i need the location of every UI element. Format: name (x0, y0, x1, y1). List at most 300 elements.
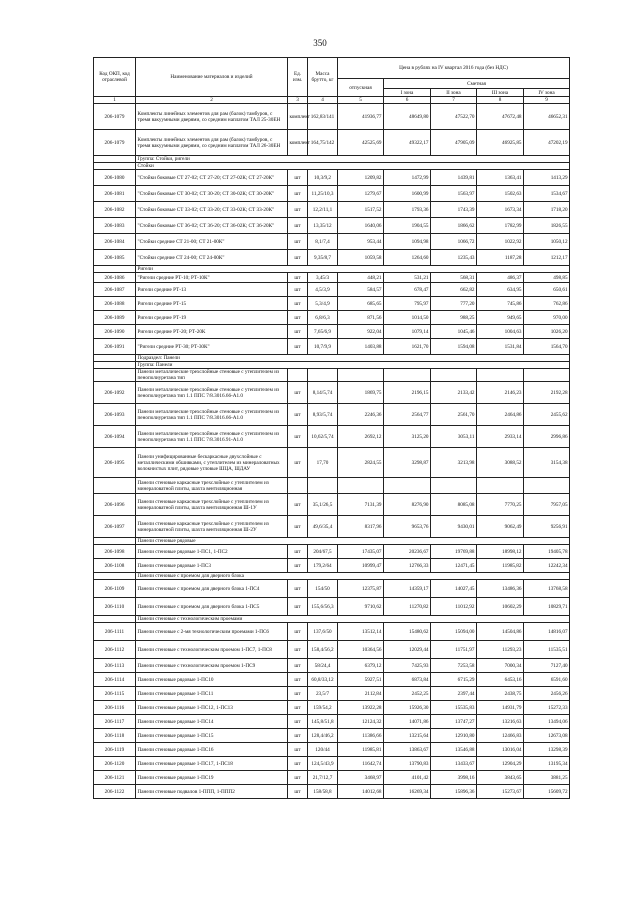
price-zone-4: 7127,40 (524, 659, 570, 673)
item-mass: 10,62/5,74 (308, 426, 338, 448)
table-row (94, 757, 570, 771)
price-zone-2: 12471,45 (431, 559, 477, 573)
price-zone-4: 12242,34 (524, 559, 570, 573)
price-zone-4: 9256,91 (524, 516, 570, 538)
price-zone-2: 19769,88 (431, 545, 477, 559)
item-mass: 58/24,4 (308, 659, 338, 673)
price-current: 448,21 (338, 273, 384, 283)
price-zone-3: 1782,99 (477, 218, 524, 234)
price-current: 871,56 (338, 311, 384, 325)
item-unit: шт (288, 757, 308, 771)
item-code: 206-1117 (94, 715, 136, 729)
item-code: 206-1122 (94, 785, 136, 799)
item-unit: шт (288, 218, 308, 234)
table-row (94, 743, 570, 757)
price-zone-3: 46925,85 (477, 130, 524, 156)
table-row (94, 516, 570, 538)
item-name: Панели стеновые рядовые 1-ПС3 (136, 559, 288, 573)
item-code: 206-1080 (94, 170, 136, 186)
item-name: Ригели средние РТ-20; РТ-20К (136, 325, 288, 339)
table-row (94, 623, 570, 641)
price-zone-2: 2397,44 (431, 687, 477, 701)
item-name: "Стойки средние СТ 21-00; СТ 21-00К" (136, 234, 288, 250)
price-current: 11985,81 (338, 743, 384, 757)
price-zone-1: 15926,30 (384, 701, 431, 715)
item-mass: 8,14/5,74 (308, 382, 338, 404)
price-zone-4: 13768,58 (524, 580, 570, 598)
item-unit: шт (288, 673, 308, 687)
item-unit: шт (288, 494, 308, 516)
col-number: 3 (288, 97, 308, 104)
price-zone-4: 11535,51 (524, 641, 570, 659)
price-zone-1: 1904,55 (384, 218, 431, 234)
price-zone-4: 19405,78 (524, 545, 570, 559)
table-row (94, 104, 570, 130)
item-mass: 10,3/9,2 (308, 170, 338, 186)
price-zone-2: 662,82 (431, 283, 477, 297)
item-unit: шт (288, 598, 308, 616)
table-row (94, 426, 570, 448)
price-zone-1: 8276,90 (384, 494, 431, 516)
item-name: Комплекты линейных элементов для рам (балок) тамбуров, с тремя вакуумными дверями, со средним наплатом ТАЛ 26-30ЕН (136, 130, 288, 156)
item-mass: 7,65/6,9 (308, 325, 338, 339)
item-name: Панели стеновые с технологическим проемом 1-ПС7, 1-ПС8 (136, 641, 288, 659)
price-zone-3: 1673,34 (477, 202, 524, 218)
price-zone-4: 47202,19 (524, 130, 570, 156)
table-row (94, 715, 570, 729)
price-current: 12375,87 (338, 580, 384, 598)
section-row (94, 573, 570, 580)
item-unit: шт (288, 186, 308, 202)
section-row (94, 538, 570, 545)
item-code: 206-1085 (94, 250, 136, 266)
price-zone-1: 20236,67 (384, 545, 431, 559)
section-spacer (94, 362, 136, 369)
price-zone-1: 14359,17 (384, 580, 431, 598)
item-code: 206-1093 (94, 404, 136, 426)
item-mass: 154/50 (308, 580, 338, 598)
col-number: 7 (431, 97, 477, 104)
item-unit: шт (288, 641, 308, 659)
item-unit: шт (288, 448, 308, 478)
item-unit: шт (288, 170, 308, 186)
price-zone-2: 1594,08 (431, 339, 477, 355)
col-number: 5 (338, 97, 384, 104)
price-current (338, 478, 384, 494)
item-name: Панели стеновые каркасные трехслойные с утеплителем из минераловатной плиты, шахта вентиляционная (136, 478, 288, 494)
table-row (94, 559, 570, 573)
price-zone-1: 49322,17 (384, 130, 431, 156)
price-zone-3: 9062,49 (477, 516, 524, 538)
item-mass: 179,2/64 (308, 559, 338, 573)
price-zone-4: 13195,34 (524, 757, 570, 771)
table-row (94, 218, 570, 234)
price-zone-3: 6453,16 (477, 673, 524, 687)
item-code: 206-1110 (94, 598, 136, 616)
item-unit: шт (288, 545, 308, 559)
table-row (94, 687, 570, 701)
item-unit: комплект (288, 130, 308, 156)
item-code: 206-1090 (94, 325, 136, 339)
item-name: Панели стеновые с проемом для дверного блока 1-ПС5 (136, 598, 288, 616)
price-zone-4: 10829,71 (524, 598, 570, 616)
price-zone-2: 13747,27 (431, 715, 477, 729)
header-name: Наименование материалов и изделий (136, 58, 288, 97)
item-mass: 137,6/50 (308, 623, 338, 641)
item-code: 206-1079 (94, 104, 136, 130)
item-name: Панели стеновые рядовые 1-ПС19 (136, 771, 288, 785)
price-zone-1: 2196,15 (384, 382, 431, 404)
price-zone-4: 46652,31 (524, 104, 570, 130)
price-zone-1: 678,47 (384, 283, 431, 297)
price-zone-2: 15094,00 (431, 623, 477, 641)
item-code: 206-1086 (94, 273, 136, 283)
price-zone-4: 970,00 (524, 311, 570, 325)
price-zone-3: 1187,28 (477, 250, 524, 266)
item-name: Панели металлические трехслойные стеновые с утеплителем из пенополиуретана тип 1.1 ППС 7/8.3016.66-А1.0 (136, 382, 288, 404)
header-mass: Масса брутто, кг (308, 58, 338, 97)
price-zone-1: 11270,82 (384, 598, 431, 616)
item-mass (308, 478, 338, 494)
item-mass: 204/67,5 (308, 545, 338, 559)
price-zone-1: 6873,84 (384, 673, 431, 687)
item-name: "Ригели средние РТ-10; РТ-10К" (136, 273, 288, 283)
item-unit (288, 369, 308, 382)
item-code: 206-1116 (94, 701, 136, 715)
price-zone-3: 1531,84 (477, 339, 524, 355)
price-current: 2246,36 (338, 404, 384, 426)
col-number: 8 (477, 97, 524, 104)
table-row (94, 673, 570, 687)
price-zone-2: 12910,80 (431, 729, 477, 743)
item-unit: шт (288, 426, 308, 448)
section-spacer (94, 573, 136, 580)
price-zone-3: 634,95 (477, 283, 524, 297)
section-title: Панели стеновые с проемом для дверного блока (136, 573, 570, 580)
col-number: 6 (384, 97, 431, 104)
item-mass: 12,2/11,1 (308, 202, 338, 218)
item-unit: шт (288, 559, 308, 573)
price-zone-2: 1045,46 (431, 325, 477, 339)
item-code: 206-1087 (94, 283, 136, 297)
item-code: 206-1092 (94, 382, 136, 404)
item-mass: 159/54,2 (308, 701, 338, 715)
table-row (94, 598, 570, 616)
item-mass: 3,45/3 (308, 273, 338, 283)
price-zone-2: 15896,36 (431, 785, 477, 799)
table-row (94, 273, 570, 283)
item-name: Панели стеновые с проемом для дверного блока 1-ПС4 (136, 580, 288, 598)
price-zone-1: 1621,70 (384, 339, 431, 355)
item-mass: 35,1/26,5 (308, 494, 338, 516)
item-unit: шт (288, 250, 308, 266)
price-current: 2692,12 (338, 426, 384, 448)
price-zone-3: 12466,83 (477, 729, 524, 743)
price-zone-4: 14816,07 (524, 623, 570, 641)
price-zone-4: 12673,08 (524, 729, 570, 743)
price-zone-1: 12766,33 (384, 559, 431, 573)
item-mass: 164,75/142 (308, 130, 338, 156)
item-name: Панели металлические трехслойные стеновые с утеплителем из пенополиуретана тип 1.1 ППС 7/8.3016.91-А1.0 (136, 426, 288, 448)
price-zone-3: 1363,41 (477, 170, 524, 186)
table-row (94, 202, 570, 218)
price-current: 2112,84 (338, 687, 384, 701)
section-row (94, 163, 570, 170)
price-zone-3: 15273,67 (477, 785, 524, 799)
section-spacer (94, 616, 136, 623)
price-zone-1 (384, 369, 431, 382)
price-current: 922,04 (338, 325, 384, 339)
table-row (94, 250, 570, 266)
price-current: 13922,28 (338, 701, 384, 715)
price-zone-2: 1563,97 (431, 186, 477, 202)
item-code (94, 478, 136, 494)
price-current: 3468,97 (338, 771, 384, 785)
section-title: Подраздел: Панели (136, 355, 570, 362)
item-name: Панели стеновые рядовые 1-ПС10 (136, 673, 288, 687)
price-zone-4: 15272,33 (524, 701, 570, 715)
price-zone-3: 11985,82 (477, 559, 524, 573)
price-zone-2: 8085,08 (431, 494, 477, 516)
item-code: 206-1096 (94, 494, 136, 516)
section-spacer (94, 156, 136, 163)
item-unit: шт (288, 382, 308, 404)
item-mass: 145,8/51,8 (308, 715, 338, 729)
table-row (94, 311, 570, 325)
item-name: Панели стеновые рядовые 1-ПС11 (136, 687, 288, 701)
price-zone-2: 9430,01 (431, 516, 477, 538)
section-title: Стойки (136, 163, 570, 170)
item-mass (308, 369, 338, 382)
item-mass: 17,70 (308, 448, 338, 478)
item-code: 206-1083 (94, 218, 136, 234)
item-unit: шт (288, 339, 308, 355)
item-name: Ригели средние РТ-13 (136, 283, 288, 297)
price-zone-2: 13433,67 (431, 757, 477, 771)
price-zone-4: 2455,62 (524, 404, 570, 426)
price-zone-4 (524, 478, 570, 494)
item-code: 206-1112 (94, 641, 136, 659)
item-code: 206-1082 (94, 202, 136, 218)
item-code: 206-1079 (94, 130, 136, 156)
item-unit: шт (288, 715, 308, 729)
item-name: Панели стеновые каркасные трехслойные с утеплителем из минераловатной плиты, шахта вентиляционная Ш-2У (136, 516, 288, 538)
price-current: 7131,39 (338, 494, 384, 516)
price-current: 1279,67 (338, 186, 384, 202)
item-code: 206-1084 (94, 234, 136, 250)
price-current: 14012,68 (338, 785, 384, 799)
price-zone-4: 498,85 (524, 273, 570, 283)
price-current: 42525,69 (338, 130, 384, 156)
header-estimate: Сметная (384, 79, 570, 89)
price-zone-1: 9653,76 (384, 516, 431, 538)
price-zone-3: 13486,36 (477, 580, 524, 598)
item-code (94, 369, 136, 382)
item-name: "Стойки боковые СТ 30-02; СТ 30-20; СТ 30-02К; СТ 30-20К" (136, 186, 288, 202)
item-mass: 60,8/33,12 (308, 673, 338, 687)
col-number: 4 (308, 97, 338, 104)
price-current: 1517,52 (338, 202, 384, 218)
price-zone-2: 15535,83 (431, 701, 477, 715)
column-number-row (94, 97, 570, 104)
table-row (94, 701, 570, 715)
section-title: Группа: Стойки, ригели (136, 156, 570, 163)
price-zone-4: 1826,55 (524, 218, 570, 234)
table-row (94, 771, 570, 785)
price-zone-2: 6715,29 (431, 673, 477, 687)
price-zone-1: 1472,99 (384, 170, 431, 186)
price-zone-4: 7957,05 (524, 494, 570, 516)
price-current: 17435,07 (338, 545, 384, 559)
price-zone-4: 1718,20 (524, 202, 570, 218)
price-current: 10999,47 (338, 559, 384, 573)
item-name: Панели стеновые с технологическим проемом 1-ПС9 (136, 659, 288, 673)
table-row (94, 234, 570, 250)
price-zone-2: 2133,42 (431, 382, 477, 404)
item-code: 206-1113 (94, 659, 136, 673)
price-zone-4: 1534,67 (524, 186, 570, 202)
item-name: Панели металлические трехслойные стеновые с утеплителем из пенополиуретана тип (136, 369, 288, 382)
item-mass: 23,5/7 (308, 687, 338, 701)
price-zone-4: 3154,38 (524, 448, 570, 478)
price-zone-4: 13298,39 (524, 743, 570, 757)
item-unit: шт (288, 623, 308, 641)
price-current: 1640,06 (338, 218, 384, 234)
price-zone-1: 13215,64 (384, 729, 431, 743)
price-zone-3: 2933,14 (477, 426, 524, 448)
item-code: 206-1109 (94, 580, 136, 598)
price-current: 584,57 (338, 283, 384, 297)
table-row (94, 130, 570, 156)
price-zone-1: 4101,42 (384, 771, 431, 785)
price-zone-4: 6591,60 (524, 673, 570, 687)
price-zone-3: 47672,48 (477, 104, 524, 130)
price-zone-3: 12904,29 (477, 757, 524, 771)
price-zone-2: 47905,09 (431, 130, 477, 156)
price-zone-3: 486,37 (477, 273, 524, 283)
item-code: 206-1114 (94, 673, 136, 687)
price-zone-3: 1022,92 (477, 234, 524, 250)
item-name: Панели стеновые рядовые 1-ПС12, 1-ПС13 (136, 701, 288, 715)
price-zone-1: 3125,20 (384, 426, 431, 448)
item-unit: шт (288, 701, 308, 715)
price-zone-1: 16269,34 (384, 785, 431, 799)
price-zone-2: 2561,70 (431, 404, 477, 426)
item-code: 206-1095 (94, 448, 136, 478)
header-zone-3: III зона (477, 89, 524, 97)
price-zone-4: 2192,28 (524, 382, 570, 404)
section-title: Группа: Панели (136, 362, 570, 369)
price-table (93, 57, 570, 799)
item-code: 206-1088 (94, 297, 136, 311)
item-code: 206-1120 (94, 757, 136, 771)
price-zone-1: 48649,80 (384, 104, 431, 130)
table-row (94, 580, 570, 598)
item-code: 206-1119 (94, 743, 136, 757)
item-name: Панели металлические трехслойные стеновые с утеплителем из пенополиуретана тип 1.1 ППС 7/8.3016.66-А1.0 (136, 404, 288, 426)
item-mass: 162,83/141 (308, 104, 338, 130)
item-name: Панели стеновые рядовые 1-ПС1, 1-ПС2 (136, 545, 288, 559)
price-current (338, 369, 384, 382)
price-zone-3: 2146,23 (477, 382, 524, 404)
price-zone-4: 3881,25 (524, 771, 570, 785)
item-code: 206-1115 (94, 687, 136, 701)
price-zone-4: 1564,70 (524, 339, 570, 355)
price-current: 13512,14 (338, 623, 384, 641)
item-mass: 8,1/7,4 (308, 234, 338, 250)
section-spacer (94, 266, 136, 273)
price-zone-3: 2438,75 (477, 687, 524, 701)
item-unit: шт (288, 273, 308, 283)
price-zone-2 (431, 478, 477, 494)
section-title: Панели стеновые с технологическим проемами (136, 616, 570, 623)
table-row (94, 369, 570, 382)
table-row (94, 170, 570, 186)
header-current: отпускная (338, 79, 384, 97)
price-zone-3: 1502,63 (477, 186, 524, 202)
price-zone-1: 2564,77 (384, 404, 431, 426)
item-mass: 13,35/12 (308, 218, 338, 234)
price-current: 10364,56 (338, 641, 384, 659)
item-name: "Стойки средние СТ 24-00; СТ 24-00К" (136, 250, 288, 266)
price-current: 6379,12 (338, 659, 384, 673)
price-current: 1869,75 (338, 382, 384, 404)
table-row (94, 641, 570, 659)
item-unit: шт (288, 771, 308, 785)
price-zone-2: 14027,45 (431, 580, 477, 598)
price-current: 11642,74 (338, 757, 384, 771)
price-zone-1: 1094,98 (384, 234, 431, 250)
item-mass: 21,7/12,7 (308, 771, 338, 785)
price-zone-1: 1264,60 (384, 250, 431, 266)
price-zone-2: 47522,70 (431, 104, 477, 130)
price-current: 1059,58 (338, 250, 384, 266)
table-row (94, 729, 570, 743)
price-current: 2824,55 (338, 448, 384, 478)
table-row (94, 297, 570, 311)
item-unit: шт (288, 297, 308, 311)
price-zone-4: 2996,86 (524, 426, 570, 448)
price-zone-4: 762,86 (524, 297, 570, 311)
price-zone-2: 1235,43 (431, 250, 477, 266)
item-name: Панели унифицированные бескаркасные двухслойные с металлическими обшивками, с утеплителем из минераловатных волокнистых плит, рядовые угловые ШЦА, ШДАУ (136, 448, 288, 478)
price-zone-2: 988,25 (431, 311, 477, 325)
price-zone-4: 1026,20 (524, 325, 570, 339)
item-mass: 128,4/46,2 (308, 729, 338, 743)
price-zone-1: 2452,25 (384, 687, 431, 701)
price-zone-2: 11751,97 (431, 641, 477, 659)
item-unit: шт (288, 659, 308, 673)
item-mass: 120/44 (308, 743, 338, 757)
price-current: 8317,96 (338, 516, 384, 538)
price-zone-1: 531,21 (384, 273, 431, 283)
item-name: Панели стеновые рядовые 1-ПС17, 1-ПС18 (136, 757, 288, 771)
price-current: 12124,32 (338, 715, 384, 729)
price-zone-3: 745,86 (477, 297, 524, 311)
item-name: "Стойки боковые СТ 36-02; СТ 36-20; СТ 36-02К; СТ 36-20К" (136, 218, 288, 234)
table-row (94, 404, 570, 426)
item-code: 206-1121 (94, 771, 136, 785)
item-code: 206-1111 (94, 623, 136, 641)
header-zone-4: IV зона (524, 89, 570, 97)
table-row (94, 283, 570, 297)
price-zone-3: 18998,12 (477, 545, 524, 559)
item-mass: 10,7/9,9 (308, 339, 338, 355)
price-zone-3: 10602,29 (477, 598, 524, 616)
price-zone-2: 3998,16 (431, 771, 477, 785)
item-name: "Ригели средние РТ-30; РТ-30К" (136, 339, 288, 355)
price-zone-1: 795,97 (384, 297, 431, 311)
